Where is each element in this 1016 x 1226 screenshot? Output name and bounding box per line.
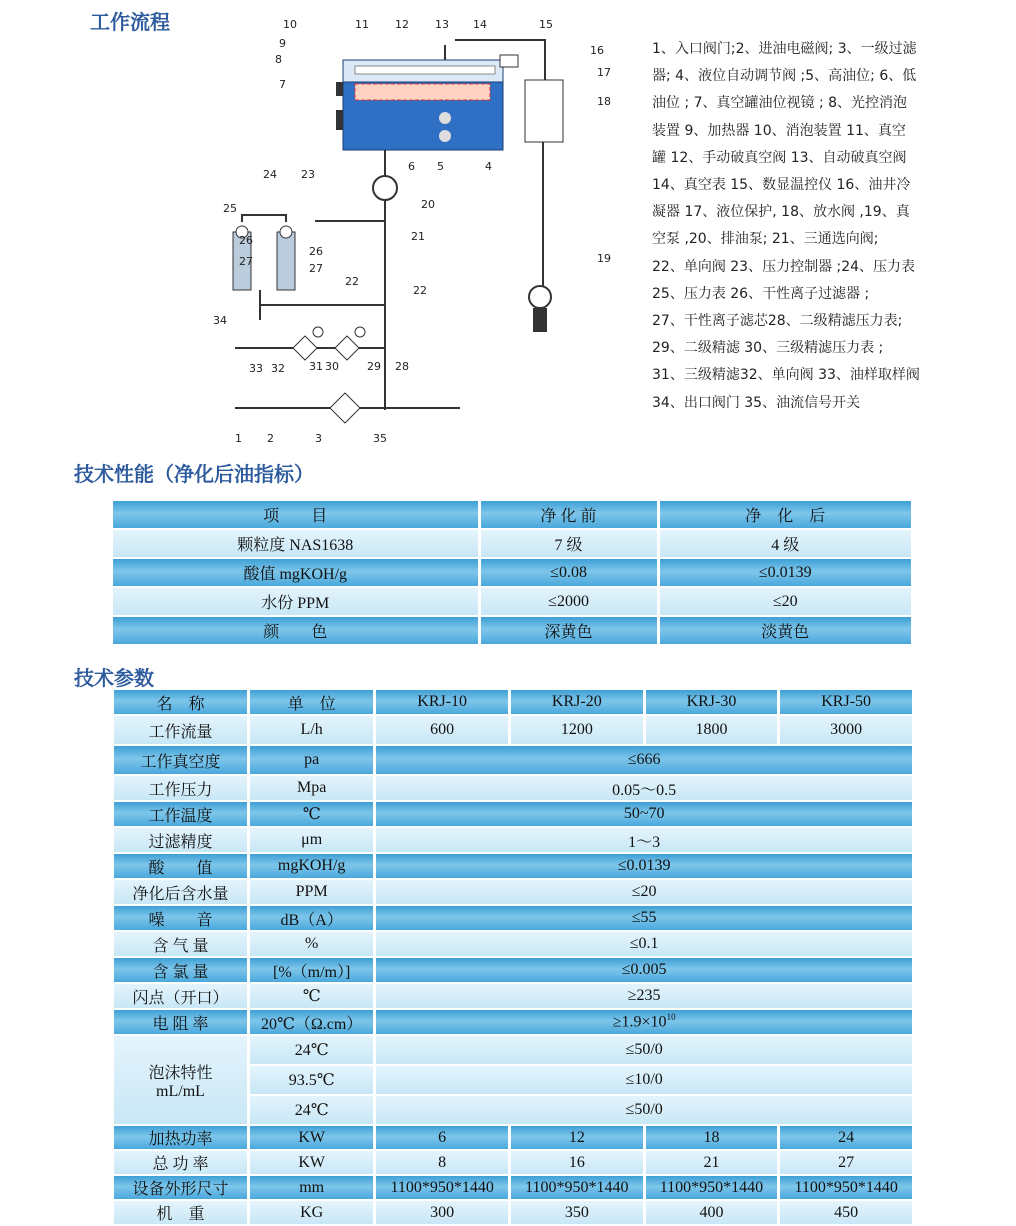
diagram-label: 14 bbox=[473, 18, 487, 31]
params-table bbox=[111, 688, 915, 1226]
table-cell: 总 功 率 bbox=[114, 1151, 247, 1174]
diagram-label: 29 bbox=[367, 360, 381, 373]
table-cell: μm bbox=[250, 828, 373, 852]
table-cell: KRJ-20 bbox=[511, 690, 643, 714]
table-cell: KRJ-10 bbox=[376, 690, 508, 714]
table-row bbox=[114, 958, 912, 982]
diagram-label: 26 bbox=[239, 234, 253, 247]
diagram-label: 23 bbox=[301, 168, 315, 181]
heading-process: 工作流程 bbox=[90, 10, 170, 34]
table-cell: 400 bbox=[646, 1201, 778, 1224]
table-cell: pa bbox=[250, 746, 373, 774]
table-cell: 300 bbox=[376, 1201, 508, 1224]
table-cell: 450 bbox=[780, 1201, 912, 1224]
diagram-label: 10 bbox=[283, 18, 297, 31]
table-cell: ≤0.1 bbox=[376, 932, 912, 956]
table-cell: ≤2000 bbox=[481, 588, 657, 615]
diagram-label: 1 bbox=[235, 432, 242, 445]
vacuum-pump bbox=[529, 286, 551, 308]
table-cell: 深黄色 bbox=[481, 617, 657, 644]
table-cell: 1100*950*1440 bbox=[646, 1176, 778, 1199]
diagram-label: 32 bbox=[271, 362, 285, 375]
table-cell: 含 气 量 bbox=[114, 932, 247, 956]
table-cell: ≤0.08 bbox=[481, 559, 657, 586]
performance-table bbox=[110, 499, 914, 646]
table-cell: 电 阻 率 bbox=[114, 1010, 247, 1034]
table-row bbox=[114, 1126, 912, 1149]
table-cell: Mpa bbox=[250, 776, 373, 800]
table-row bbox=[114, 1201, 912, 1224]
table-cell: KW bbox=[250, 1151, 373, 1174]
legend-line: 1、入口阀门;2、进油电磁阀; 3、一级过滤 bbox=[652, 41, 917, 57]
table-cell: 颜 色 bbox=[113, 617, 478, 644]
legend-line: 14、真空表 15、数显温控仪 16、油井冷 bbox=[652, 177, 911, 194]
diagram-label: 20 bbox=[421, 198, 435, 211]
diagram-label: 27 bbox=[239, 255, 253, 268]
table-cell: % bbox=[250, 932, 373, 956]
diagram-label: 5 bbox=[437, 160, 444, 173]
diagram-label: 3 bbox=[315, 432, 322, 445]
table-row bbox=[114, 1176, 912, 1199]
table-cell: 工作真空度 bbox=[114, 746, 247, 774]
table-cell: ℃ bbox=[250, 984, 373, 1008]
condenser bbox=[525, 80, 563, 142]
legend-line: 罐 12、手动破真空阀 13、自动破真空阀 bbox=[652, 149, 907, 166]
table-row bbox=[114, 776, 912, 800]
diagram-label: 26 bbox=[309, 245, 323, 258]
table-cell: ≤50/0 bbox=[376, 1096, 912, 1124]
table-cell: 单 位 bbox=[250, 690, 373, 714]
table-cell: PPM bbox=[250, 880, 373, 904]
diagram-label: 31 bbox=[309, 360, 323, 373]
table-cell: 24 bbox=[780, 1126, 912, 1149]
diagram-label: 16 bbox=[590, 44, 604, 57]
table-cell: 颗粒度 NAS1638 bbox=[113, 530, 478, 557]
table-cell: ≤20 bbox=[660, 588, 911, 615]
table-cell: 净化后含水量 bbox=[114, 880, 247, 904]
diagram-label: 2 bbox=[267, 432, 274, 445]
table-cell: 1100*950*1440 bbox=[376, 1176, 508, 1199]
legend-line: 器; 4、液位自动调节阀 ;5、高油位; 6、低 bbox=[652, 68, 917, 85]
table-cell: 20℃（Ω.cm） bbox=[250, 1010, 373, 1034]
table-cell bbox=[114, 1036, 247, 1124]
table-cell: 24℃ bbox=[250, 1036, 373, 1064]
table-row bbox=[114, 746, 912, 774]
diagram-label: 25 bbox=[223, 202, 237, 215]
heading-performance: 技术性能（净化后油指标） bbox=[74, 462, 314, 486]
table-cell: ≤666 bbox=[376, 746, 912, 774]
table-cell: 50~70 bbox=[376, 802, 912, 826]
table-cell: ℃ bbox=[250, 802, 373, 826]
table-cell: 600 bbox=[376, 716, 508, 744]
legend-line: 凝器 17、液位保护, 18、放水阀 ,19、真 bbox=[652, 204, 910, 221]
resist-exp: 10 bbox=[666, 1012, 676, 1023]
table-cell: 过滤精度 bbox=[114, 828, 247, 852]
table-cell: 酸值 mgKOH/g bbox=[113, 559, 478, 586]
diagram-label: 4 bbox=[485, 160, 492, 173]
table-cell: 设备外形尺寸 bbox=[114, 1176, 247, 1199]
table-cell: 工作流量 bbox=[114, 716, 247, 744]
table-cell: 加热功率 bbox=[114, 1126, 247, 1149]
resist-value: ≥1.9×10 bbox=[612, 1013, 667, 1031]
table-cell: 闪点（开口） bbox=[114, 984, 247, 1008]
table-row bbox=[114, 828, 912, 852]
diagram-label: 6 bbox=[408, 160, 415, 173]
table-cell: 1100*950*1440 bbox=[780, 1176, 912, 1199]
table-row bbox=[114, 716, 912, 744]
table-row bbox=[114, 1010, 912, 1034]
diagram-label: 12 bbox=[395, 18, 409, 31]
table-cell: 21 bbox=[646, 1151, 778, 1174]
table-cell: ≤10/0 bbox=[376, 1066, 912, 1094]
diagram-label: 9 bbox=[279, 37, 286, 50]
table-row bbox=[113, 530, 911, 557]
discharge-pump bbox=[373, 176, 397, 200]
table-cell: 水份 PPM bbox=[113, 588, 478, 615]
diagram-label: 22 bbox=[413, 284, 427, 297]
table-cell: 噪 音 bbox=[114, 906, 247, 930]
table-cell: 工作温度 bbox=[114, 802, 247, 826]
diagram-label: 8 bbox=[275, 53, 282, 66]
table-cell: ≤50/0 bbox=[376, 1036, 912, 1064]
legend-line: 34、出口阀门 35、油流信号开关 bbox=[652, 394, 861, 411]
table-row bbox=[114, 802, 912, 826]
diagram-label: 34 bbox=[213, 314, 227, 327]
table-row bbox=[114, 1036, 912, 1064]
table-cell: 酸 值 bbox=[114, 854, 247, 878]
table-row bbox=[114, 854, 912, 878]
table-row bbox=[114, 906, 912, 930]
table-cell: 12 bbox=[511, 1126, 643, 1149]
table-row bbox=[114, 932, 912, 956]
table-cell: 名 称 bbox=[114, 690, 247, 714]
table-cell: 8 bbox=[376, 1151, 508, 1174]
foam-name: 泡沫特性 bbox=[148, 1064, 213, 1082]
table-cell: 1200 bbox=[511, 716, 643, 744]
foam-unit: mL/mL bbox=[156, 1082, 205, 1100]
legend-line: 22、单向阀 23、压力控制器 ;24、压力表 bbox=[652, 258, 916, 275]
table-cell: 机 重 bbox=[114, 1201, 247, 1224]
diagram-label: 11 bbox=[355, 18, 369, 31]
table-cell: 4 级 bbox=[660, 530, 911, 557]
table-cell: L/h bbox=[250, 716, 373, 744]
table-cell: 项 目 bbox=[113, 501, 478, 528]
table-cell: 6 bbox=[376, 1126, 508, 1149]
legend-line: 装置 9、加热器 10、消泡装置 11、真空 bbox=[652, 122, 906, 139]
table-cell: dB（A） bbox=[250, 906, 373, 930]
table-cell bbox=[376, 1010, 912, 1034]
diagram-label: 24 bbox=[263, 168, 277, 181]
legend bbox=[652, 36, 942, 417]
table-cell: 1100*950*1440 bbox=[511, 1176, 643, 1199]
table-cell: ≤55 bbox=[376, 906, 912, 930]
heading-params: 技术参数 bbox=[74, 666, 154, 690]
table-header bbox=[113, 501, 911, 528]
table-cell: 净 化 后 bbox=[660, 501, 911, 528]
legend-line: 25、压力表 26、干性离子过滤器 ; bbox=[652, 285, 870, 302]
legend-line: 29、二级精滤 30、三级精滤压力表 ; bbox=[652, 340, 884, 357]
legend-line: 油位 ; 7、真空罐油位视镜 ; 8、光控消泡 bbox=[652, 95, 908, 112]
table-cell: 含 氯 量 bbox=[114, 958, 247, 982]
diagram-label: 33 bbox=[249, 362, 263, 375]
diagram-label: 27 bbox=[309, 262, 323, 275]
table-cell: [%（m/m）] bbox=[250, 958, 373, 982]
table-cell: 7 级 bbox=[481, 530, 657, 557]
table-cell: 0.05～0.5 bbox=[376, 776, 912, 800]
diagram-label: 13 bbox=[435, 18, 449, 31]
table-cell: 3000 bbox=[780, 716, 912, 744]
diagram-label: 22 bbox=[345, 275, 359, 288]
table-row bbox=[113, 588, 911, 615]
legend-line: 31、三级精滤32、单向阀 33、油样取样阀 bbox=[652, 367, 920, 384]
table-cell: ≤0.005 bbox=[376, 958, 912, 982]
table-header bbox=[114, 690, 912, 714]
diagram-label: 35 bbox=[373, 432, 387, 445]
table-cell: ≤20 bbox=[376, 880, 912, 904]
table-cell: KW bbox=[250, 1126, 373, 1149]
diagram-label: 17 bbox=[597, 66, 611, 79]
table-cell: KG bbox=[250, 1201, 373, 1224]
table-cell: 工作压力 bbox=[114, 776, 247, 800]
table-cell: 1～3 bbox=[376, 828, 912, 852]
legend-line: 27、干性离子滤芯28、二级精滤压力表; bbox=[652, 313, 903, 330]
diagram-label: 15 bbox=[539, 18, 553, 31]
table-row bbox=[114, 984, 912, 1008]
diagram-label: 30 bbox=[325, 360, 339, 373]
table-cell: KRJ-30 bbox=[646, 690, 778, 714]
table-cell: 350 bbox=[511, 1201, 643, 1224]
table-cell: 93.5℃ bbox=[250, 1066, 373, 1094]
table-cell: ≥235 bbox=[376, 984, 912, 1008]
table-cell: ≤0.0139 bbox=[660, 559, 911, 586]
table-row bbox=[113, 559, 911, 586]
table-cell: 18 bbox=[646, 1126, 778, 1149]
table-cell: 1800 bbox=[646, 716, 778, 744]
table-cell: 16 bbox=[511, 1151, 643, 1174]
table-cell: 24℃ bbox=[250, 1096, 373, 1124]
table-cell: mm bbox=[250, 1176, 373, 1199]
table-cell: ≤0.0139 bbox=[376, 854, 912, 878]
table-cell: mgKOH/g bbox=[250, 854, 373, 878]
table-row bbox=[114, 880, 912, 904]
legend-line: 空泵 ,20、排油泵; 21、三通选向阀; bbox=[652, 231, 879, 248]
table-cell: 27 bbox=[780, 1151, 912, 1174]
table-row bbox=[114, 1151, 912, 1174]
table-cell: KRJ-50 bbox=[780, 690, 912, 714]
table-cell: 淡黄色 bbox=[660, 617, 911, 644]
diagram-label: 21 bbox=[411, 230, 425, 243]
diagram-label: 28 bbox=[395, 360, 409, 373]
diagram-label: 19 bbox=[597, 252, 611, 265]
table-cell: 净 化 前 bbox=[481, 501, 657, 528]
table-row bbox=[113, 617, 911, 644]
diagram-label: 7 bbox=[279, 78, 286, 91]
diagram-label: 18 bbox=[597, 95, 611, 108]
process-flow-diagram bbox=[205, 10, 645, 455]
